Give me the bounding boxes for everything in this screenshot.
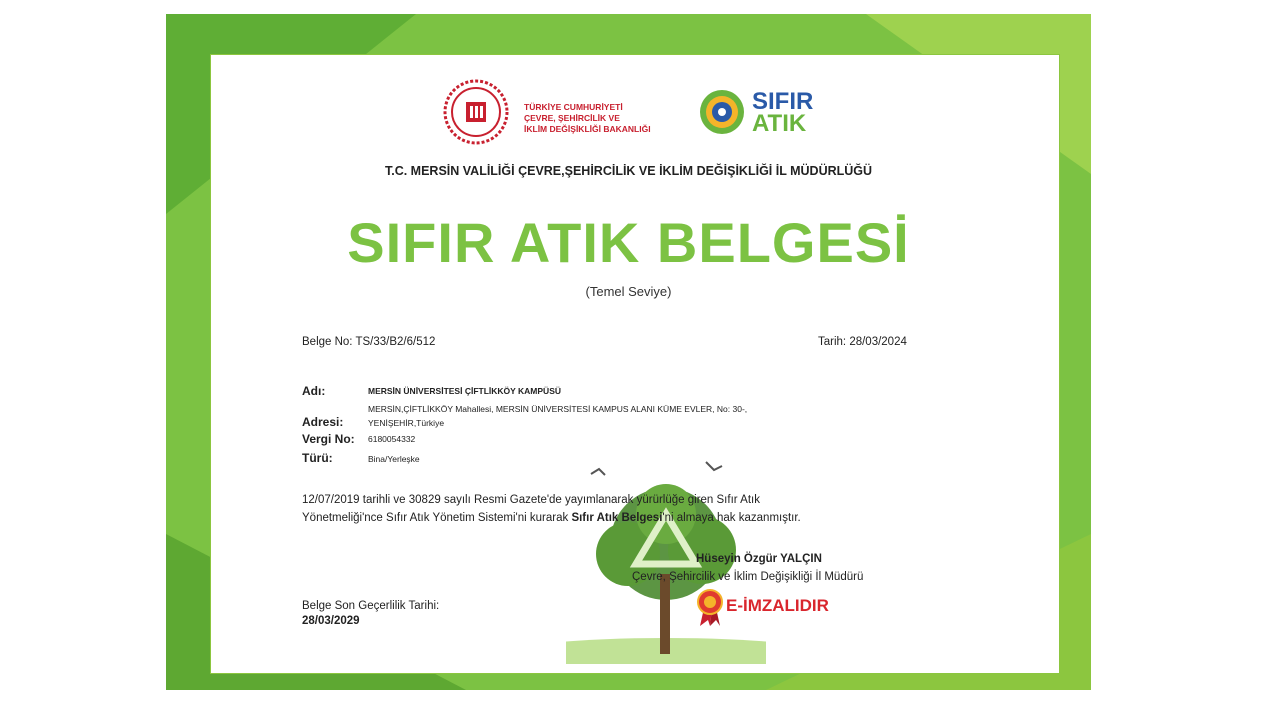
belge-no: Belge No: TS/33/B2/6/512 [302, 336, 436, 348]
body-line2-bold: Sıfır Atık Belgesi [571, 512, 663, 524]
validity-label: Belge Son Geçerlilik Tarihi: [302, 600, 440, 612]
issue-date: Tarih: 28/03/2024 [818, 336, 907, 348]
certificate-title: SIFIR ATIK BELGESİ [347, 211, 910, 274]
signatory-title: Çevre, Şehircilik ve İklim Değişikliği İl Müdürü [632, 571, 864, 583]
sifir-logo-line2: ATIK [752, 110, 807, 137]
validity-date: 28/03/2029 [302, 615, 360, 627]
certificate-level: (Temel Seviye) [585, 284, 672, 299]
name-label: Adı: [302, 384, 326, 398]
e-sign-badge-icon [694, 588, 726, 628]
sifir-atik-emblem-icon [696, 84, 752, 144]
address-label: Adresi: [302, 415, 344, 429]
bird-icon [706, 462, 722, 470]
body-line2-text: Yönetmeliği'nce Sıfır Atık Yönetim Sistemi'ni kurarak [302, 512, 572, 524]
certificate [166, 14, 1091, 690]
tax-value: 6180054332 [368, 434, 416, 444]
body-line2 [302, 512, 801, 524]
e-sign-label: E-İMZALIDIR [726, 596, 829, 615]
body-line2-end: 'ni almaya hak kazanmıştır. [662, 512, 801, 524]
department-heading: T.C. MERSİN VALİLİĞİ ÇEVRE,ŞEHİRCİLİK VE İKLİM DEĞİŞİKLİĞİ İL MÜDÜRLÜĞÜ [384, 164, 873, 178]
ministry-seal-icon [442, 78, 512, 148]
ministry-line3: İKLİM DEĞİŞİKLİĞİ BAKANLIĞI [524, 124, 651, 134]
type-value: Bina/Yerleşke [368, 454, 420, 464]
ministry-line1: TÜRKİYE CUMHURİYETİ [524, 102, 623, 112]
ministry-logo [442, 78, 672, 148]
type-label: Türü: [302, 451, 333, 465]
address-line2: YENİŞEHİR,Türkiye [368, 418, 445, 428]
ministry-line2: ÇEVRE, ŞEHİRCİLİK VE [524, 113, 620, 123]
name-value: MERSİN ÜNİVERSİTESİ ÇİFTLİKKÖY KAMPÜSÜ [368, 386, 561, 396]
sifir-atik-logo [696, 78, 826, 148]
address-line1: MERSİN,ÇİFTLİKKÖY Mahallesi, MERSİN ÜNİVERSİTESİ KAMPUS ALANI KÜME EVLER, No: 30-, [368, 404, 748, 414]
tax-label: Vergi No: [302, 432, 355, 446]
sifir-logo-line1: SIFIR [752, 88, 814, 115]
signatory-name: Hüseyin Özgür YALÇIN [696, 553, 822, 565]
ministry-name [524, 102, 651, 135]
bird-icon [591, 469, 605, 475]
body-line1: 12/07/2019 tarihli ve 30829 sayılı Resmi Gazete'de yayımlanarak yürürlüğe giren Sıfır Atık [302, 494, 760, 506]
